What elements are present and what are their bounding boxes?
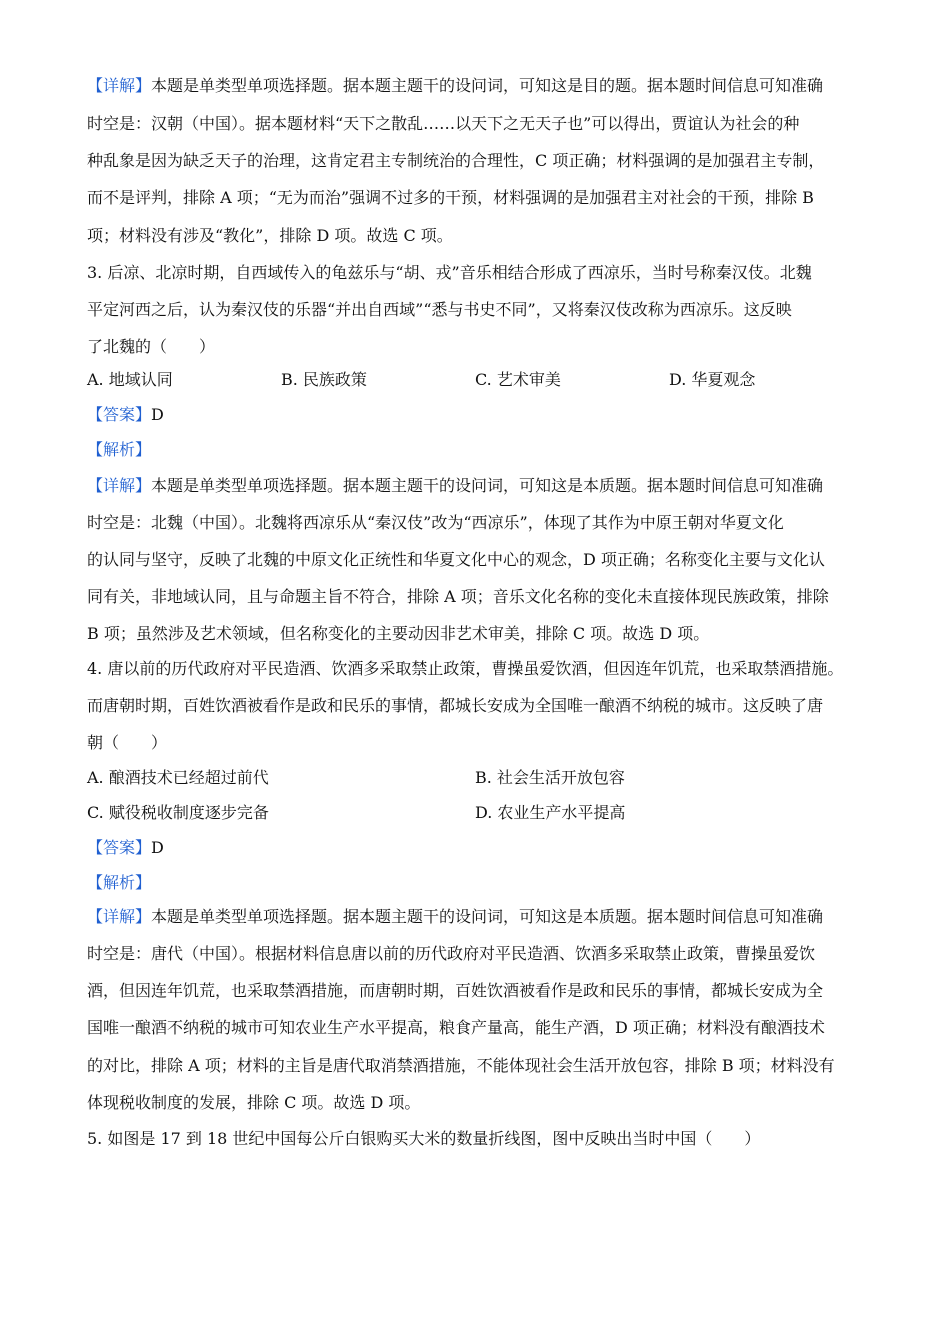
q3-answer: 【答案】D <box>87 405 164 424</box>
q3-detail-line-3: 的认同与坚守，反映了北魏的中原文化正统性和华夏文化中心的观念，D 项正确；名称变化主要与文化认 <box>87 550 825 569</box>
q4-detail-line-4: 国唯一酿酒不纳税的城市可知农业生产水平提高，粮食产量高，能生产酒，D 项正确；材料没有酿酒技术 <box>87 1018 825 1037</box>
q4-stem-line-2: 而唐朝时期，百姓饮酒被看作是政和民乐的事情，都城长安成为全国唯一酿酒不纳税的城市。这反映了唐 <box>87 696 824 715</box>
q4-answer: 【答案】D <box>87 838 164 857</box>
q4-option-a: A. 酿酒技术已经超过前代 <box>87 768 269 787</box>
q3-stem-line-2: 平定河西之后，认为秦汉伎的乐器“并出自西域”“悉与书史不同”，又将秦汉伎改称为西凉乐。这反映 <box>87 300 792 319</box>
q4-analysis-tag: 【解析】 <box>87 873 152 892</box>
q3-analysis-tag: 【解析】 <box>87 440 152 459</box>
q2-detail-line-5: 项；材料没有涉及“教化”，排除 D 项。故选 C 项。 <box>87 226 453 245</box>
q2-detail-line-1: 【详解】本题是单类型单项选择题。据本题主题干的设问词，可知这是目的题。据本题时间信息可知准确 <box>87 76 824 95</box>
q4-detail-line-3: 酒，但因连年饥荒，也采取禁酒措施，而唐朝时期，百姓饮酒被看作是政和民乐的事情，都城长安成为全 <box>87 981 824 1000</box>
q2-detail-line-2: 时空是：汉朝（中国）。据本题材料“天下之散乱……以天下之无天子也”可以得出，贾谊认为社会的种 <box>87 114 800 133</box>
q3-stem-line-3: 了北魏的（ ） <box>87 337 216 356</box>
q4-option-c: C. 赋役税收制度逐步完备 <box>87 803 269 822</box>
q3-detail-line-5: B 项；虽然涉及艺术领域，但名称变化的主要动因非艺术审美，排除 C 项。故选 D 项。 <box>87 624 710 643</box>
q3-detail-line-2: 时空是：北魏（中国）。北魏将西凉乐从“秦汉伎”改为“西凉乐”，体现了其作为中原王朝对华夏文化 <box>87 513 784 532</box>
q3-option-b: B. 民族政策 <box>281 370 367 389</box>
q5-stem: 5. 如图是 17 到 18 世纪中国每公斤白银购买大米的数量折线图，图中反映出当时中国（ ） <box>87 1129 761 1148</box>
q3-detail-line-1: 【详解】本题是单类型单项选择题。据本题主题干的设问词，可知这是本质题。据本题时间信息可知准确 <box>87 476 824 495</box>
q4-option-d: D. 农业生产水平提高 <box>475 803 626 822</box>
q4-detail-line-2: 时空是：唐代（中国）。根据材料信息唐以前的历代政府对平民造酒、饮酒多采取禁止政策，曹操虽爱饮 <box>87 944 816 963</box>
q3-stem-line-1: 3. 后凉、北凉时期，自西域传入的龟兹乐与“胡、戎”音乐相结合形成了西凉乐，当时号称秦汉伎。北魏 <box>87 263 812 282</box>
q3-option-c: C. 艺术审美 <box>475 370 561 389</box>
q3-detail-line-4: 同有关，非地域认同，且与命题主旨不符合，排除 A 项；音乐文化名称的变化未直接体现民族政策，排除 <box>87 587 829 606</box>
q4-detail-line-6: 体现税收制度的发展，排除 C 项。故选 D 项。 <box>87 1093 421 1112</box>
q4-stem-line-3: 朝（ ） <box>87 733 168 752</box>
q2-detail-line-3: 种乱象是因为缺乏天子的治理，这肯定君主专制统治的合理性，C 项正确；材料强调的是加强君主专制， <box>87 151 825 170</box>
q4-option-b: B. 社会生活开放包容 <box>475 768 625 787</box>
q3-option-d: D. 华夏观念 <box>669 370 756 389</box>
q4-detail-line-5: 的对比，排除 A 项；材料的主旨是唐代取消禁酒措施，不能体现社会生活开放包容，排除 B 项；材料没有 <box>87 1056 835 1075</box>
detail-tag: 【详解】 <box>87 76 152 95</box>
q2-detail-line-4: 而不是评判，排除 A 项；“无为而治”强调不过多的干预，材料强调的是加强君主对社会的干预，排除 B <box>87 188 814 207</box>
q4-detail-line-1: 【详解】本题是单类型单项选择题。据本题主题干的设问词，可知这是本质题。据本题时间信息可知准确 <box>87 907 824 926</box>
q4-stem-line-1: 4. 唐以前的历代政府对平民造酒、饮酒多采取禁止政策，曹操虽爱饮酒，但因连年饥荒，也采取禁酒措施。 <box>87 659 844 678</box>
q3-option-a: A. 地域认同 <box>87 370 173 389</box>
